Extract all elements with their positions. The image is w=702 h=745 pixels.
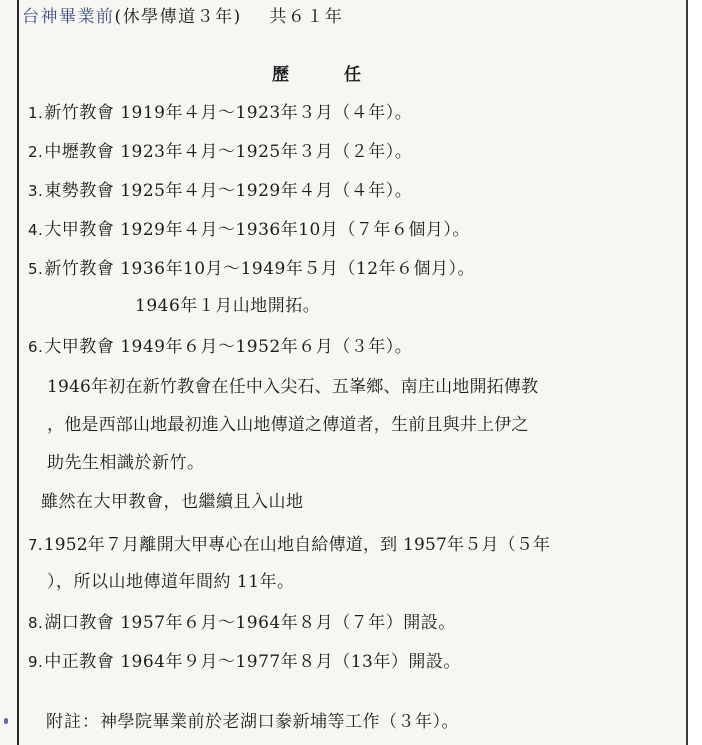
item-text: 湖口教會 1957年６月～1964年８月（７年）開設。 [44, 613, 456, 633]
header-detail: (休學傳道３年) [114, 7, 242, 27]
paragraph-line [40, 491, 304, 513]
list-item [28, 534, 550, 556]
item-text: 雖然在大甲教會，也繼續且入山地 [41, 492, 304, 512]
item-text: 1946年初在新竹教會在任中入尖石、五峯鄉、南庄山地開拓傳教 [47, 377, 539, 397]
item-text: 中正教會 1964年９月～1977年８月（13年）開設。 [44, 652, 461, 672]
ink-mark [4, 718, 8, 724]
page-margin [688, 0, 702, 745]
header-total: 共６１年 [269, 7, 344, 27]
page-left-border [17, 0, 19, 745]
footnote-label: 附註： [46, 712, 100, 732]
item-text: 1952年７月離開大甲專心在山地自給傳道，到 1957年５月（５年 [43, 535, 551, 555]
list-item [28, 336, 412, 358]
list-item [28, 102, 412, 124]
item-number: 5. [28, 260, 44, 278]
list-item [28, 258, 475, 280]
section-heading: 歷任 [272, 65, 416, 85]
item-number: 6. [28, 338, 44, 356]
header-school: 台神畢業前 [22, 7, 115, 27]
paragraph-line [46, 376, 538, 398]
paragraph-line [46, 414, 529, 436]
item-text: 東勢教會 1925年４月～1929年４月（４年）。 [44, 181, 413, 201]
footnote-text: 神學院畢業前於老湖口豢新埔等工作（３年）。 [100, 712, 459, 732]
list-item [28, 219, 470, 241]
item-text: ），所以山地傳道年間約 11年。 [47, 572, 295, 592]
item-number: 3. [28, 182, 44, 200]
item-number: 8. [28, 614, 44, 632]
list-item [28, 180, 412, 202]
item-number: 2. [28, 143, 44, 161]
item-text: 助先生相識於新竹。 [47, 453, 205, 473]
item-number: 7. [28, 536, 43, 554]
item-text: 新竹教會 1936年10月～1949年５月（12年６個月）。 [44, 259, 476, 279]
list-item [28, 141, 412, 163]
item-text: 大甲教會 1929年４月～1936年10月（７年６個月）。 [44, 220, 470, 240]
footnote [46, 711, 459, 733]
item-text: 新竹教會 1919年４月～1923年３月（４年）。 [44, 103, 413, 123]
paragraph-line [46, 452, 205, 474]
item-number: 9. [28, 653, 44, 671]
header-line [22, 6, 343, 28]
paragraph-line [46, 571, 295, 593]
item-number: 4. [28, 221, 44, 239]
list-item-note [134, 295, 320, 317]
item-text: ，他是西部山地最初進入山地傳道之傳道者，生前且與井上伊之 [47, 415, 529, 435]
item-text: 大甲教會 1949年６月～1952年６月（３年）。 [44, 337, 413, 357]
list-item [28, 612, 456, 634]
list-item [28, 651, 461, 673]
item-text: 中壢教會 1923年４月～1925年３月（２年）。 [44, 142, 413, 162]
item-number: 1. [28, 104, 44, 122]
item-text: 1946年１月山地開拓。 [135, 296, 321, 316]
